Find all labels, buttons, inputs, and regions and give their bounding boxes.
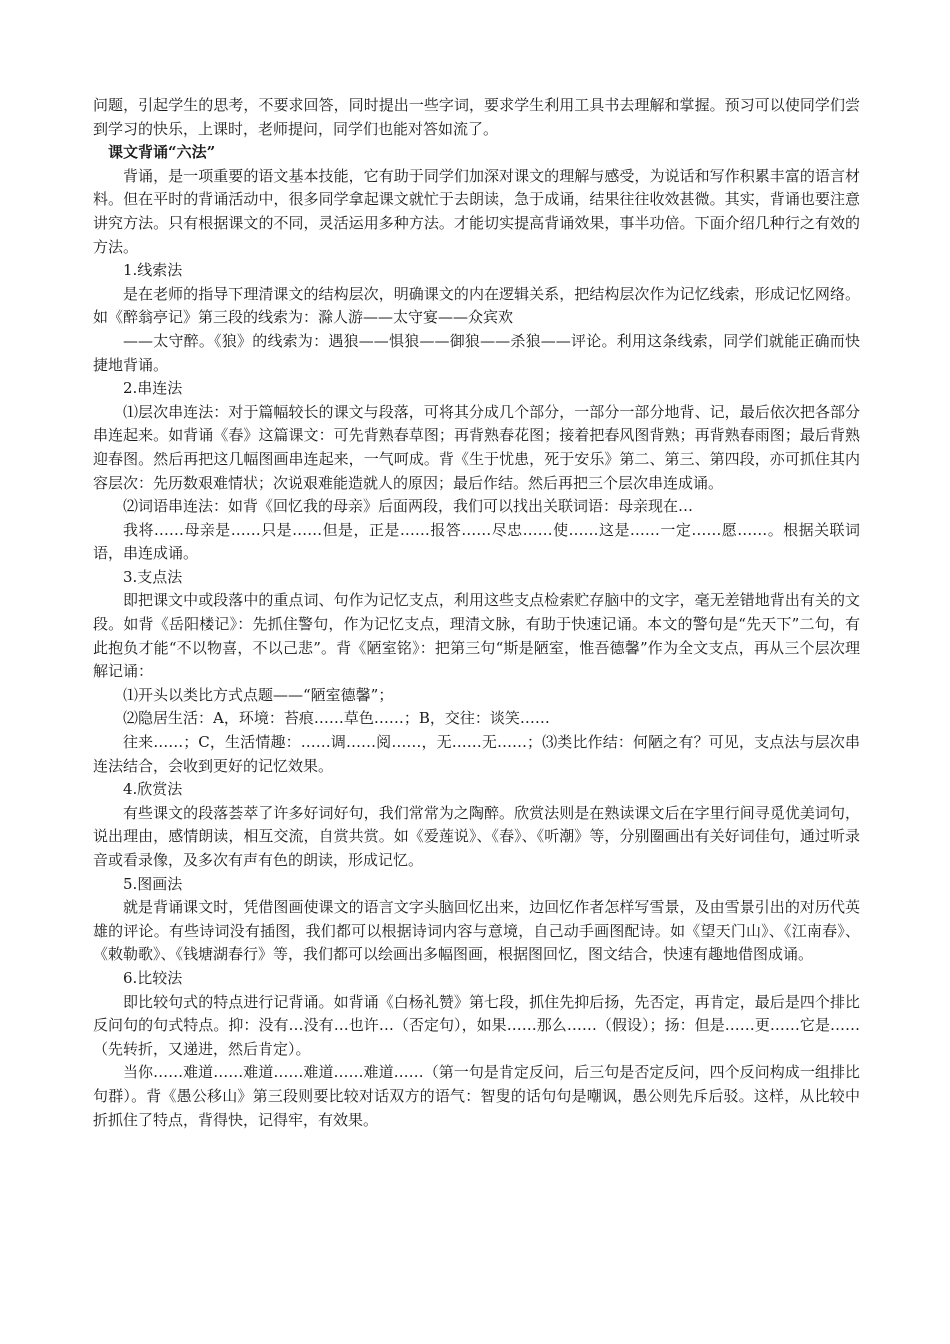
body-paragraph: 有些课文的段落荟萃了许多好词好句，我们常常为之陶醉。欣赏法则是在熟读课文后在字里行间寻觅优美词句，说出理由，感情朗读，相互交流，自赏共赏。如《爱莲说》、《春》、《听潮》等，分别圈画出有关好词佳句，通过听录音或看录像，及多次有声有色的朗读，形成记忆。 [93,803,860,869]
document-page [93,94,860,1132]
method-heading-3: 3.支点法 [123,567,183,586]
body-paragraph: 当你……难道……难道……难道……难道……（第一句是肯定反问，后三句是否定反问，四个反问构成一组排比句群）。背《愚公移山》第三段则要比较对话双方的语气：智叟的话句句是嘲讽，愚公则先斥后驳。这样，从比较中折抓住了特点，背得快，记得牢，有效果。 [93,1063,860,1129]
body-paragraph: 是在老师的指导下理清课文的结构层次，明确课文的内在逻辑关系，把结构层次作为记忆线索，形成记忆网络。如《醉翁亭记》第三段的线索为：滁人游——太守宴——众宾欢 [93,284,860,327]
body-paragraph: 背诵，是一项重要的语文基本技能，它有助于同学们加深对课文的理解与感受，为说话和写作积累丰富的语言材料。但在平时的背诵活动中，很多同学拿起课文就忙于去朗读，急于成诵，结果往往收效甚微。其实，背诵也要注意讲究方法。只有根据课文的不同，灵活运用多种方法。才能切实提高背诵效果，事半功倍。下面介绍几种行之有效的方法。 [93,166,860,256]
method-heading-4: 4.欣赏法 [123,780,183,799]
body-paragraph: 我将……母亲是……只是……但是，正是……报答……尽忠……使……这是……一定……愿……。根据关联词语，串连成诵。 [93,520,860,563]
body-paragraph: 即把课文中或段落中的重点词、句作为记忆支点，利用这些支点检索贮存脑中的文字，毫无差错地背出有关的文段。如背《岳阳楼记》：先抓住警句，作为记忆支点，理清文脉，有助于快速记诵。本文的警句是“先天下”二句，有此抱负才能“不以物喜，不以己悲”。背《陋室铭》：把第三句“斯是陋室，惟吾德馨”作为全文支点，再从三个层次理解记诵： [93,591,860,681]
body-paragraph: ——太守醉。《狼》的线索为：遇狼——惧狼——御狼——杀狼——评论。利用这条线索，同学们就能正确而快捷地背诵。 [93,331,860,374]
body-paragraph: ⑴开头以类比方式点题——“陋室德馨”； [123,685,394,704]
method-heading-1: 1.线索法 [123,261,183,280]
method-heading-2: 2.串连法 [123,379,183,398]
intro-paragraph: 问题，引起学生的思考，不要求回答，同时提出一些字词，要求学生利用工具书去理解和掌握。预习可以使同学们尝到学习的快乐，上课时，老师提问，同学们也能对答如流了。 [93,96,860,138]
body-paragraph: 即比较句式的特点进行记背诵。如背诵《白杨礼赞》第七段，抓住先抑后扬，先否定，再肯定，最后是四个排比反问句的句式特点。抑：没有…没有…也许…（否定句），如果……那么……（假设）；扬：但是……更……它是……（先转折，又递进，然后肯定）。 [93,992,860,1058]
body-paragraph: ⑵词语串连法：如背《回忆我的母亲》后面两段，我们可以找出关联词语：母亲现在… [123,497,694,516]
body-paragraph: ⑵隐居生活：A，环境：苔痕……草色……；B，交往：谈笑…… [123,709,550,728]
body-paragraph: 往来……；C，生活情趣：……调……阅……，无……无……；⑶类比作结：何陋之有？可见，支点法与层次串连法结合，会收到更好的记忆效果。 [93,733,860,775]
body-paragraph: 就是背诵课文时，凭借图画使课文的语言文字头脑回忆出来，边回忆作者怎样写雪景，及由雪景引出的对历代英雄的评论。有些诗词没有插图，我们都可以根据诗词内容与意境，自己动手画图配诗。如《望天门山》、《江南春》、《敕勒歌》、《钱塘湖春行》等，我们都可以绘画出多幅图画，根据图回忆，图文结合，快速有趣地借图成诵。 [93,898,860,964]
body-paragraph: ⑴层次串连法：对于篇幅较长的课文与段落，可将其分成几个部分，一部分一部分地背、记，最后依次把各部分串连起来。如背诵《春》这篇课文：可先背熟春草图；再背熟春花图；接着把春风图背熟；再背熟春雨图；最后背熟迎春图。然后再把这几幅图画串连起来，一气呵成。背《生于忧患，死于安乐》第二、第三、第四段，亦可抓住其内容层次：先历数艰难情状；次说艰难能造就人的原因；最后作结。然后再把三个层次串连成诵。 [93,402,860,492]
method-heading-5: 5.图画法 [123,874,183,893]
section-title: 课文背诵“六法” [108,143,216,162]
method-heading-6: 6.比较法 [123,968,183,987]
